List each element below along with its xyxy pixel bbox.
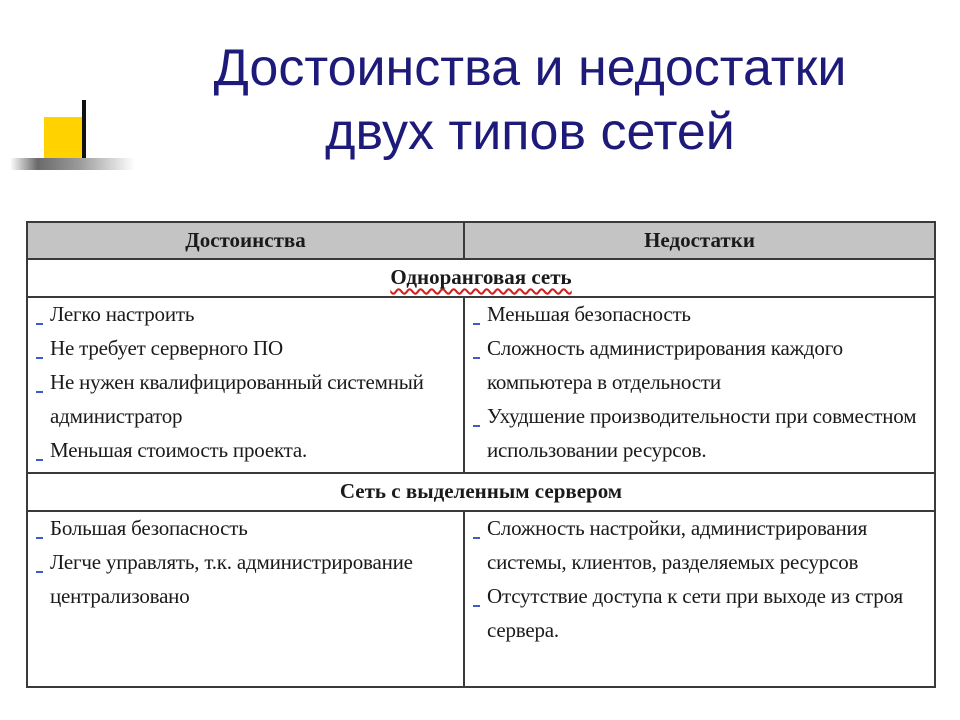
list-item: Меньшая стоимость проекта. [34,433,459,467]
list-item: Не нужен квалифицированный системный администратор [34,365,459,433]
section-title: Одноранговая сеть [390,265,572,289]
list-item: Меньшая безопасность [471,297,931,331]
section-title: Сеть с выделенным сервером [339,479,623,503]
column-divider [463,510,465,686]
column-divider [463,223,465,258]
comparison-table [26,221,936,688]
vertical-rule [82,100,86,165]
table-header-row [28,223,934,260]
horizontal-rule [10,158,135,170]
list-item: Большая безопасность [34,511,459,545]
column-divider [463,296,465,472]
section-row-dedicated-server [28,472,934,512]
yellow-square [44,117,86,159]
title-line-1: Достоинства и недостатки [213,39,847,97]
list-item: Не требует серверного ПО [34,331,459,365]
list-item: Легче управлять, т.к. администрирование централизовано [34,545,459,613]
disadvantages-cell [471,511,931,647]
decorative-corner-graphic [10,100,135,175]
header-advantages: Достоинства [185,228,306,252]
title-line-2: двух типов сетей [325,103,735,161]
list-item: Легко настроить [34,297,459,331]
slide-title [150,36,910,164]
list-item: Сложность администрирования каждого компьютера в отдельности [471,331,931,399]
disadvantages-cell [471,297,931,467]
list-item: Отсутствие доступа к сети при выходе из строя сервера. [471,579,931,647]
list-item: Сложность настройки, администрирования системы, клиентов, разделяемых ресурсов [471,511,931,579]
advantages-cell [34,511,459,613]
list-item: Ухудшение производительности при совместном использовании ресурсов. [471,399,931,467]
advantages-cell [34,297,459,467]
section-row-peer-to-peer [28,260,934,298]
header-disadvantages: Недостатки [644,228,755,252]
